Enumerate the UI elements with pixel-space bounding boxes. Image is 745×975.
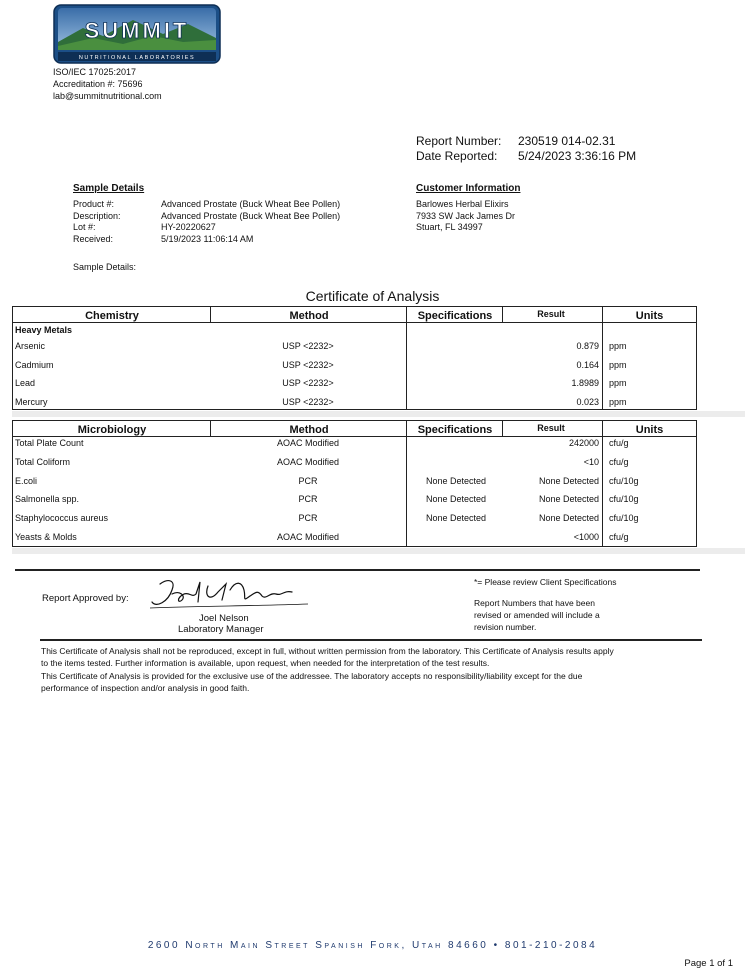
logo-title: SUMMIT xyxy=(84,18,190,43)
micro-row-unit: cfu/10g xyxy=(609,476,639,486)
micro-header-result: Result xyxy=(537,423,565,433)
approval-bottom-rule xyxy=(40,639,702,641)
customer-street: 7933 SW Jack James Dr xyxy=(416,211,516,221)
received-value: 5/19/2023 11:06:14 AM xyxy=(161,234,254,244)
report-number: 230519 014-02.31 xyxy=(518,134,616,148)
disclaimer-line-4: performance of inspection and/or analysis in good faith. xyxy=(41,683,250,693)
coa-title: Certificate of Analysis xyxy=(305,288,440,304)
chem-row-name: Cadmium xyxy=(15,360,54,370)
micro-row-spec: None Detected xyxy=(425,494,487,504)
micro-row-method: AOAC Modified xyxy=(276,457,340,467)
table-shadow xyxy=(12,411,745,417)
description-value: Advanced Prostate (Buck Wheat Bee Pollen) xyxy=(161,211,341,221)
chem-row-method: USP <2232> xyxy=(282,360,334,370)
micro-header-method: Method xyxy=(289,424,329,436)
micro-row-method: PCR xyxy=(298,494,318,504)
page-number: Page 1 of 1 xyxy=(684,958,733,969)
chem-row-result: 1.8989 xyxy=(571,378,599,388)
disclaimer-line-2: to the items tested. Further information is available, upon request, when needed for the interpretation of the test results. xyxy=(41,658,490,668)
micro-row-result: 242000 xyxy=(568,438,599,448)
received-label: Received: xyxy=(73,234,114,244)
chem-row-name: Lead xyxy=(15,378,36,388)
table-shadow xyxy=(12,548,745,554)
chem-row-result: 0.023 xyxy=(576,397,599,407)
micro-row-name: Salmonella spp. xyxy=(15,494,80,504)
date-reported: 5/24/2023 3:36:16 PM xyxy=(518,149,637,163)
micro-row-spec: None Detected xyxy=(425,513,487,523)
micro-row-unit: cfu/g xyxy=(609,438,629,448)
micro-row-name: Total Plate Count xyxy=(15,438,84,448)
iso-standard: ISO/IEC 17025:2017 xyxy=(53,67,137,77)
lot-label: Lot #: xyxy=(73,222,96,232)
micro-row-result: <1000 xyxy=(573,532,599,542)
micro-row-name: Total Coliform xyxy=(15,457,71,467)
micro-row-result: None Detected xyxy=(538,476,599,486)
product-label: Product #: xyxy=(73,199,115,209)
micro-row-unit: cfu/g xyxy=(609,457,629,467)
chem-header-units: Units xyxy=(635,310,664,322)
micro-row-name: E.coli xyxy=(15,476,38,486)
chem-header-result: Result xyxy=(537,309,565,319)
chem-row-result: 0.879 xyxy=(576,341,599,351)
chem-row-unit: ppm xyxy=(609,341,627,351)
micro-row-method: PCR xyxy=(298,513,318,523)
accreditation-number: Accreditation #: 75696 xyxy=(53,79,143,89)
customer-info-title: Customer Information xyxy=(416,183,521,194)
micro-row-unit: cfu/10g xyxy=(609,494,639,504)
chem-row-unit: ppm xyxy=(609,378,627,388)
chem-group-heavy-metals: Heavy Metals xyxy=(15,325,73,335)
customer-name: Barlowes Herbal Elixirs xyxy=(416,199,509,209)
chem-row-unit: ppm xyxy=(609,397,627,407)
summit-logo xyxy=(53,4,221,64)
micro-header-name: Microbiology xyxy=(77,424,147,436)
micro-header-spec: Specifications xyxy=(417,424,493,436)
chem-row-method: USP <2232> xyxy=(282,397,334,407)
disclaimer-line-3: This Certificate of Analysis is provided for the exclusive use of the addressee. The laboratory accepts no responsibility/liability except for the due xyxy=(41,671,583,681)
approved-by-label: Report Approved by: xyxy=(42,593,129,604)
sample-details-title: Sample Details xyxy=(73,183,145,194)
date-reported-label: Date Reported: xyxy=(416,149,498,163)
micro-row-method: AOAC Modified xyxy=(276,532,340,542)
approver-name: Joel Nelson xyxy=(199,613,249,624)
micro-row-unit: cfu/10g xyxy=(609,513,639,523)
approver-title: Laboratory Manager xyxy=(178,624,264,635)
chem-row-method: USP <2232> xyxy=(282,341,334,351)
revision-note-1: Report Numbers that have been xyxy=(474,598,595,608)
report-number-label: Report Number: xyxy=(416,134,502,148)
footer-address: 2600 North Main Street Spanish Fork, Utah 84660 • 801-210-2084 xyxy=(147,940,598,951)
description-label: Description: xyxy=(73,211,121,221)
micro-row-result: None Detected xyxy=(538,494,599,504)
micro-row-method: AOAC Modified xyxy=(276,438,340,448)
chem-header-method: Method xyxy=(289,310,329,322)
micro-header-units: Units xyxy=(635,424,664,436)
customer-city: Stuart, FL 34997 xyxy=(416,222,483,232)
lab-email: lab@summitnutritional.com xyxy=(53,91,162,101)
disclaimer-line-1: This Certificate of Analysis shall not be reproduced, except in full, without written permission from the laboratory. This Certificate of Analysis results apply xyxy=(41,646,614,656)
micro-row-name: Yeasts & Molds xyxy=(15,532,77,542)
microbiology-table xyxy=(12,420,697,547)
micro-row-name: Staphylococcus aureus xyxy=(15,513,109,523)
chemistry-table xyxy=(12,306,697,410)
client-spec-note: *= Please review Client Specifications xyxy=(474,577,617,587)
chem-row-name: Arsenic xyxy=(15,341,46,351)
micro-row-result: None Detected xyxy=(538,513,599,523)
logo-subtitle: NUTRITIONAL LABORATORIES xyxy=(78,55,196,61)
lot-value: HY-20220627 xyxy=(161,222,216,232)
sample-details-label: Sample Details: xyxy=(73,262,137,272)
revision-note-3: revision number. xyxy=(474,622,537,632)
micro-row-method: PCR xyxy=(298,476,318,486)
product-value: Advanced Prostate (Buck Wheat Bee Pollen) xyxy=(161,199,341,209)
micro-row-result: <10 xyxy=(583,457,599,467)
signature xyxy=(146,576,311,614)
chem-header-spec: Specifications xyxy=(417,310,493,322)
revision-note-2: revised or amended will include a xyxy=(474,610,600,620)
micro-row-spec: None Detected xyxy=(425,476,487,486)
approval-top-rule xyxy=(15,569,700,571)
chem-row-method: USP <2232> xyxy=(282,378,334,388)
micro-row-unit: cfu/g xyxy=(609,532,629,542)
chem-row-name: Mercury xyxy=(15,397,48,407)
chem-row-unit: ppm xyxy=(609,360,627,370)
chem-header-name: Chemistry xyxy=(85,310,139,322)
chem-row-result: 0.164 xyxy=(576,360,599,370)
